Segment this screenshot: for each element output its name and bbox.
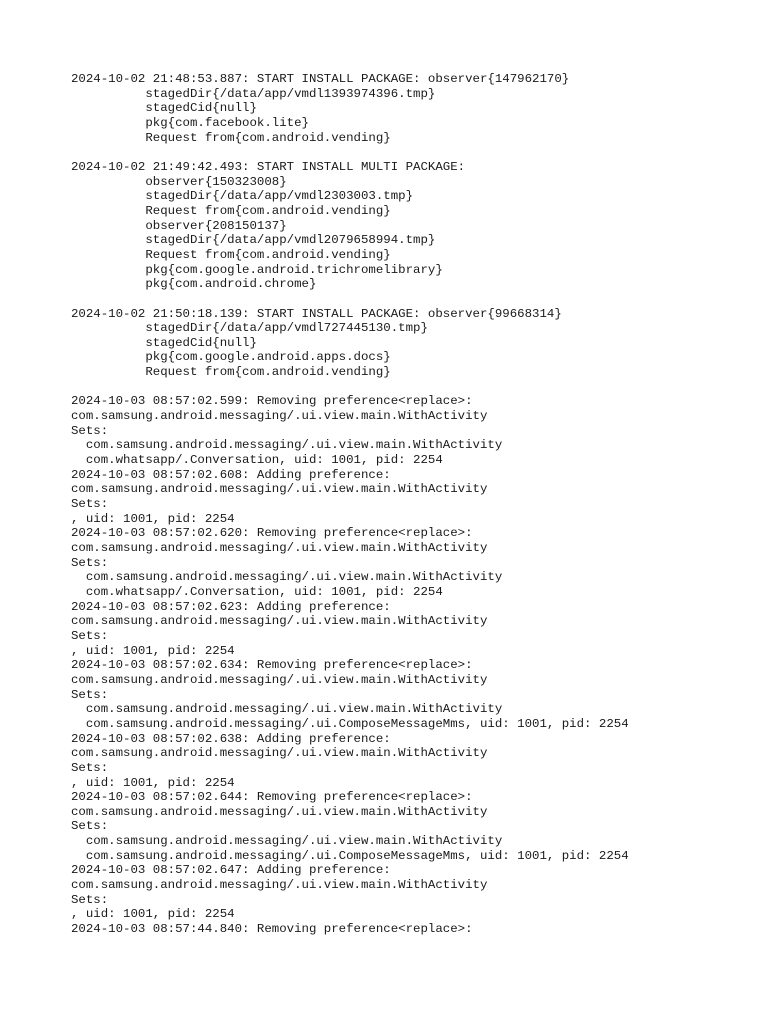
blank-line bbox=[71, 380, 751, 395]
log-line: 2024-10-03 08:57:02.638: Adding preference: bbox=[71, 731, 391, 746]
log-line: com.samsung.android.messaging/.ui.ComposeMessageMms, uid: 1001, pid: 2254 bbox=[71, 716, 629, 731]
log-line: pkg{com.google.android.apps.docs} bbox=[71, 350, 391, 365]
log-line: com.samsung.android.messaging/.ui.view.main.WithActivity bbox=[71, 438, 503, 453]
log-line: observer{208150137} bbox=[71, 218, 287, 233]
log-line: pkg{com.google.android.trichromelibrary} bbox=[71, 262, 443, 277]
log-line: 2024-10-03 08:57:02.634: Removing preference<replace>: bbox=[71, 658, 473, 673]
log-line: Request from{com.android.vending} bbox=[71, 203, 391, 218]
log-line: Sets: bbox=[71, 760, 109, 775]
log-line: stagedCid{null} bbox=[71, 335, 257, 350]
log-line: Request from{com.android.vending} bbox=[71, 365, 391, 380]
log-line: 2024-10-03 08:57:02.599: Removing preference<replace>: bbox=[71, 394, 473, 409]
log-line: Sets: bbox=[71, 687, 109, 702]
log-line: 2024-10-03 08:57:02.620: Removing preference<replace>: bbox=[71, 526, 473, 541]
log-line: , uid: 1001, pid: 2254 bbox=[71, 907, 235, 922]
log-line: com.samsung.android.messaging/.ui.view.main.WithActivity bbox=[71, 672, 488, 687]
log-line: Sets: bbox=[71, 892, 109, 907]
log-line: 2024-10-03 08:57:02.647: Adding preference: bbox=[71, 863, 391, 878]
log-line: , uid: 1001, pid: 2254 bbox=[71, 643, 235, 658]
log-line: com.samsung.android.messaging/.ui.view.main.WithActivity bbox=[71, 409, 488, 424]
log-line: com.samsung.android.messaging/.ui.view.main.WithActivity bbox=[71, 541, 488, 555]
log-line: Request from{com.android.vending} bbox=[71, 130, 391, 145]
log-line: stagedDir{/data/app/vmdl2079658994.tmp} bbox=[71, 233, 436, 248]
blank-line bbox=[71, 145, 751, 160]
log-line: Sets: bbox=[71, 555, 109, 570]
log-line: com.samsung.android.messaging/.ui.view.main.WithActivity bbox=[71, 702, 503, 717]
log-line: 2024-10-03 08:57:44.840: Removing preference<replace>: bbox=[71, 922, 473, 937]
log-line: com.samsung.android.messaging/.ui.view.main.WithActivity bbox=[71, 570, 503, 585]
log-line: 2024-10-02 21:49:42.493: START INSTALL MULTI PACKAGE: bbox=[71, 159, 466, 174]
log-line: , uid: 1001, pid: 2254 bbox=[71, 775, 235, 790]
log-line: 2024-10-02 21:50:18.139: START INSTALL PACKAGE: observer{99668314} bbox=[71, 306, 562, 321]
log-line: com.samsung.android.messaging/.ui.view.main.WithActivity bbox=[71, 834, 503, 849]
log-line: 2024-10-02 21:48:53.887: START INSTALL PACKAGE: observer{147962170} bbox=[71, 72, 570, 86]
log-line: com.samsung.android.messaging/.ui.view.main.WithActivity bbox=[71, 482, 488, 497]
log-line: Sets: bbox=[71, 497, 109, 512]
log-line: stagedDir{/data/app/vmdl2303003.tmp} bbox=[71, 189, 414, 204]
log-line: pkg{com.android.chrome} bbox=[71, 277, 317, 292]
log-line: 2024-10-03 08:57:02.608: Adding preference: bbox=[71, 467, 391, 482]
log-text-block bbox=[71, 72, 751, 937]
log-line: Sets: bbox=[71, 423, 109, 438]
log-line: com.whatsapp/.Conversation, uid: 1001, pid: 2254 bbox=[71, 584, 443, 599]
log-line: stagedDir{/data/app/vmdl1393974396.tmp} bbox=[71, 86, 436, 101]
log-line: 2024-10-03 08:57:02.623: Adding preference: bbox=[71, 599, 391, 614]
log-line: com.samsung.android.messaging/.ui.ComposeMessageMms, uid: 1001, pid: 2254 bbox=[71, 848, 629, 863]
blank-line bbox=[71, 292, 751, 307]
log-line: observer{150323008} bbox=[71, 174, 287, 189]
log-line: com.samsung.android.messaging/.ui.view.main.WithActivity bbox=[71, 614, 488, 629]
log-line: stagedCid{null} bbox=[71, 101, 257, 116]
log-line: com.samsung.android.messaging/.ui.view.main.WithActivity bbox=[71, 804, 488, 819]
log-line: com.whatsapp/.Conversation, uid: 1001, pid: 2254 bbox=[71, 453, 443, 468]
log-line: com.samsung.android.messaging/.ui.view.main.WithActivity bbox=[71, 746, 488, 761]
log-line: stagedDir{/data/app/vmdl727445130.tmp} bbox=[71, 321, 428, 336]
log-line: com.samsung.android.messaging/.ui.view.main.WithActivity bbox=[71, 878, 488, 893]
log-line: pkg{com.facebook.lite} bbox=[71, 115, 309, 130]
log-line: Sets: bbox=[71, 819, 109, 834]
log-line: Sets: bbox=[71, 628, 109, 643]
log-line: 2024-10-03 08:57:02.644: Removing preference<replace>: bbox=[71, 790, 473, 805]
log-line: , uid: 1001, pid: 2254 bbox=[71, 511, 235, 526]
log-line: Request from{com.android.vending} bbox=[71, 247, 391, 262]
